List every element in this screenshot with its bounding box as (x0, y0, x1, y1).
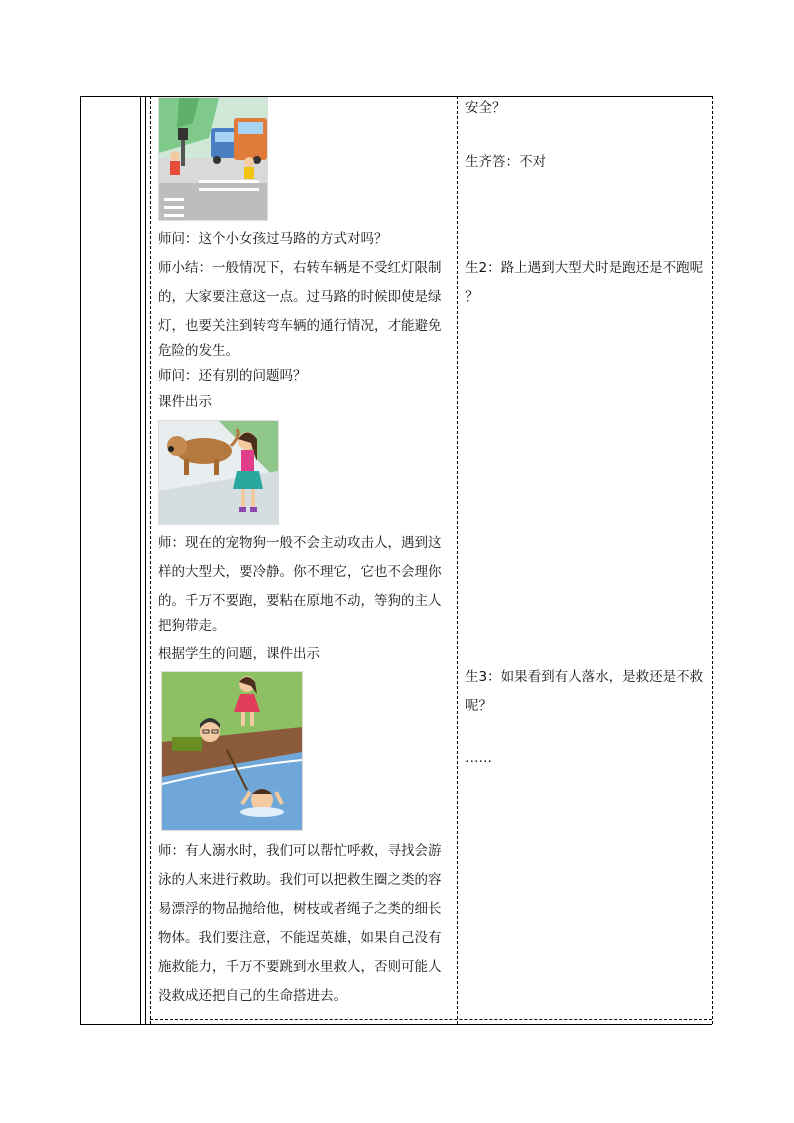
dashed-col-left (150, 96, 151, 1024)
dog-illustration (158, 420, 279, 525)
student-safety-question: 安全？ (465, 100, 506, 116)
ellipsis: …… (465, 750, 492, 766)
student-question-2 (465, 254, 703, 312)
drowning-advice-line: 施救能力，千万不要跳到水里救人，否则可能人 (158, 959, 442, 975)
summary-line: 灯，也要关注到转弯车辆的通行情况，才能避免 (158, 318, 442, 334)
teacher-drowning-advice (158, 837, 442, 1011)
drowning-advice-line: 易漂浮的物品抛给他，树枝或者绳子之类的细长 (158, 901, 442, 917)
student-question-2-line: 生2：路上遇到大型犬时是跑还是不跑呢 (465, 260, 704, 276)
dog-advice-line: 把狗带走。 (158, 618, 226, 634)
summary-line: 师小结：一般情况下，右转车辆是不受红灯限制 (158, 260, 442, 276)
teacher-question-2: 师问：还有别的问题吗？ (158, 368, 307, 384)
dog-advice-line: 样的大型犬，要冷静。你不理它，它也不会理你 (158, 564, 442, 580)
crosswalk-illustration (158, 97, 268, 221)
table-left-border (80, 96, 81, 1024)
teacher-dog-advice (158, 529, 442, 636)
courseware-show-2: 根据学生的问题，课件出示 (158, 646, 320, 662)
student-answer: 生齐答：不对 (465, 154, 546, 170)
dog-advice-line: 师：现在的宠物狗一般不会主动攻击人，遇到这 (158, 535, 442, 551)
drowning-advice-line: 物体。我们要注意，不能逞英雄，如果自己没有 (158, 930, 442, 946)
drowning-advice-line: 没救成还把自己的生命搭进去。 (158, 988, 347, 1004)
courseware-show-1: 课件出示 (158, 394, 212, 410)
water-rescue-illustration (161, 671, 303, 831)
dashed-col-middle (457, 96, 458, 1024)
student-question-3-line: 生3：如果看到有人落水，是救还是不救 (465, 669, 704, 685)
table-col-divider-1 (140, 96, 141, 1024)
teacher-summary (158, 254, 442, 361)
student-question-2-line: ？ (465, 289, 479, 305)
teacher-question-1: 师问：这个小女孩过马路的方式对吗？ (158, 231, 388, 247)
drowning-advice-line: 泳的人来进行救助。我们可以把救生圈之类的容 (158, 872, 442, 888)
summary-line: 的，大家要注意这一点。过马路的时候即使是绿 (158, 289, 442, 305)
table-bottom-border (80, 1024, 712, 1025)
student-question-3 (465, 663, 703, 721)
table-col-divider-2 (145, 96, 146, 1024)
dashed-row-bottom (150, 1019, 712, 1020)
summary-line: 危险的发生。 (158, 343, 239, 359)
dashed-col-right (712, 96, 713, 1024)
student-question-3-line: 呢？ (465, 698, 492, 714)
dog-advice-line: 的。千万不要跑，要粘在原地不动，等狗的主人 (158, 593, 442, 609)
drowning-advice-line: 师：有人溺水时，我们可以帮忙呼救，寻找会游 (158, 843, 442, 859)
